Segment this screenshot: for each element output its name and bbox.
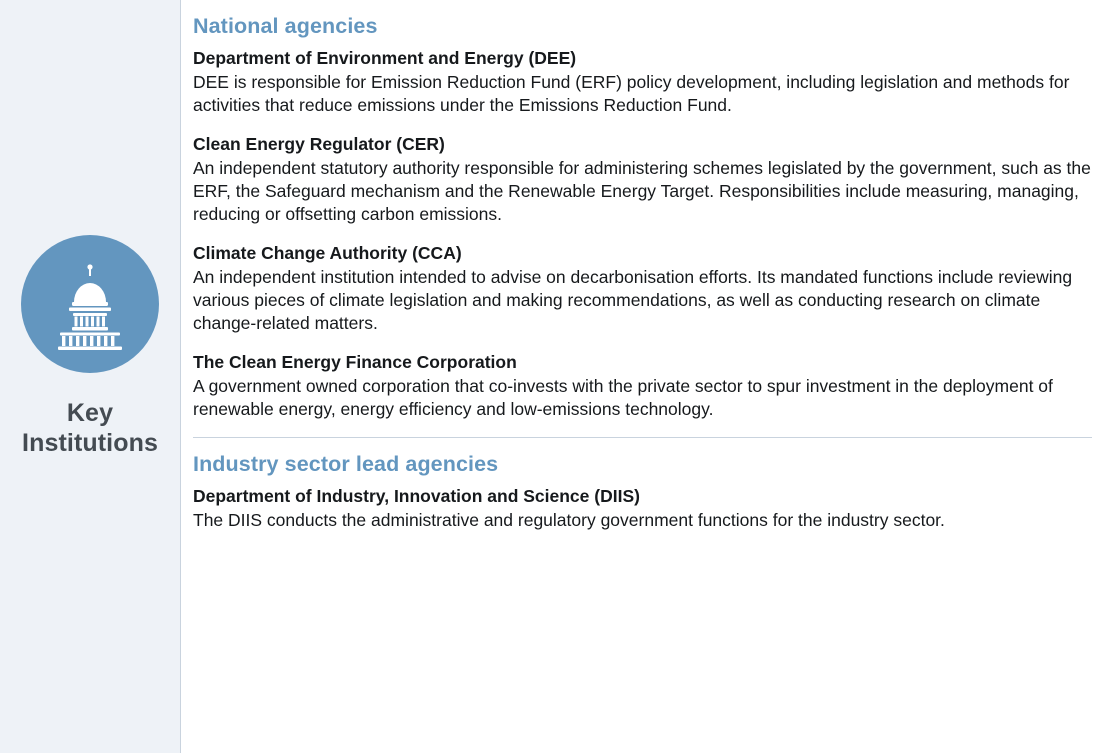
institution-description: A government owned corporation that co-invests with the private sector to spur investment in the deployment of renewable energy, energy efficiency and low-emissions technology. <box>193 376 1053 420</box>
institution-description: The DIIS conducts the administrative and regulatory government functions for the industry sector. <box>193 510 945 531</box>
institution-entry <box>193 134 1092 226</box>
sidebar <box>0 0 181 753</box>
institution-title: Climate Change Authority (CCA) <box>193 243 462 264</box>
section-heading: National agencies <box>193 14 378 38</box>
institution-title: Department of Environment and Energy (DEE) <box>193 48 577 68</box>
sidebar-title <box>22 399 158 458</box>
institution-title: The Clean Energy Finance Corporation <box>193 352 517 373</box>
institution-entry <box>193 48 1092 117</box>
institution-title: Department of Industry, Innovation and Science (DIIS) <box>193 486 640 507</box>
section-industry-sector-lead-agencies <box>193 437 1092 542</box>
section-national-agencies <box>193 14 1092 431</box>
institution-description: An independent institution intended to advise on decarbonisation efforts. Its mandated functions include reviewing various pieces of climate legislation and making recommendations, as well as conducting research on climate change-related matters. <box>193 267 1073 334</box>
institution-title: Clean Energy Regulator (CER) <box>193 134 445 155</box>
section-heading: Industry sector lead agencies <box>193 452 499 477</box>
capitol-building-icon <box>21 235 159 373</box>
institution-entry <box>193 352 1092 421</box>
institution-entry <box>193 243 1092 335</box>
institution-entry <box>193 486 1092 532</box>
sidebar-title-line1: Key <box>66 399 114 427</box>
sidebar-title-line2: Institutions <box>22 428 158 457</box>
institution-description: An independent statutory authority responsible for administering schemes legislated by the government, such as the ERF, the Safeguard mechanism and the Renewable Energy Target. Responsibilities include measuring, managing, reducing or offsetting carbon emissions. <box>193 157 1091 225</box>
institution-description: DEE is responsible for Emission Reduction Fund (ERF) policy development, including legislation and methods for activities that reduce emissions under the Emissions Reduction Fund. <box>193 71 1070 115</box>
content-area <box>181 0 1110 753</box>
